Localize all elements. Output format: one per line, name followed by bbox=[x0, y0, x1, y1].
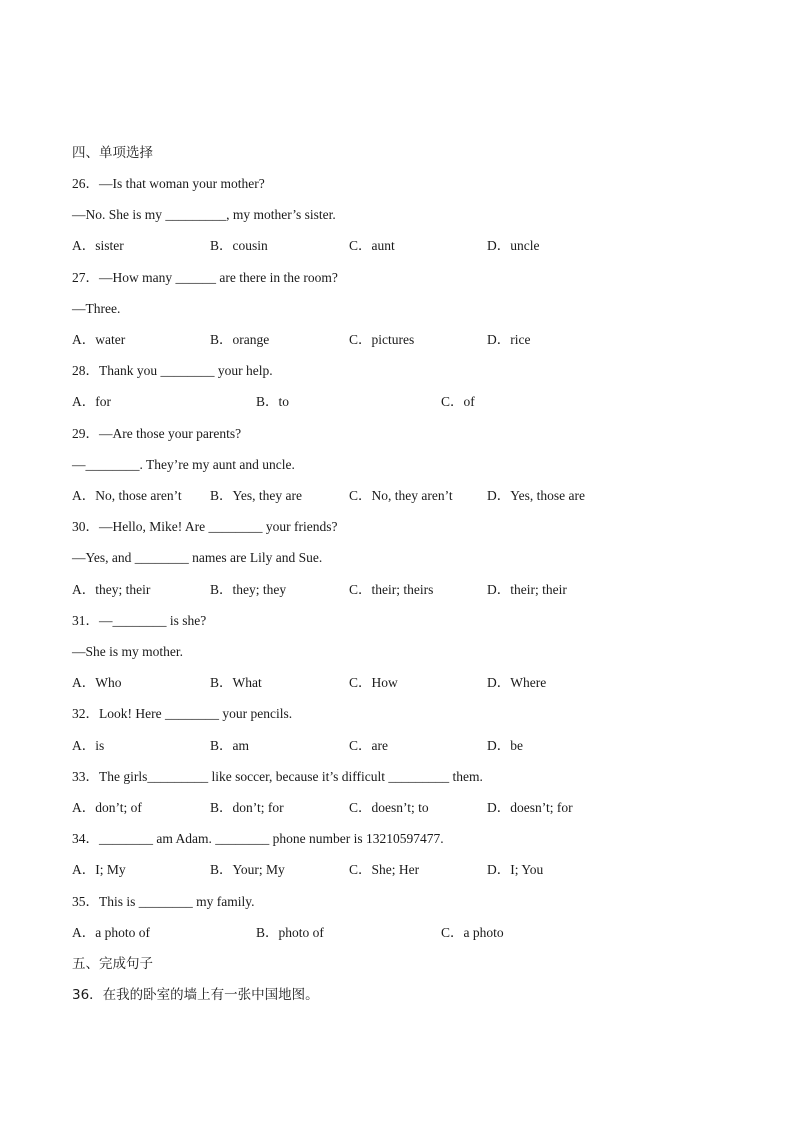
option-a[interactable]: A．is bbox=[72, 738, 105, 753]
question-30-stem: 30．—Hello, Mike! Are ________ your friends? bbox=[72, 519, 338, 534]
question-34-stem: 34．________ am Adam. ________ phone number is 13210597477. bbox=[72, 831, 444, 846]
question-29-options bbox=[72, 485, 734, 507]
option-b[interactable]: B．orange bbox=[210, 332, 270, 347]
option-a[interactable]: A．a photo of bbox=[72, 925, 150, 940]
option-b[interactable]: B．they; they bbox=[210, 582, 287, 597]
question-26-stem: 26．—Is that woman your mother? bbox=[72, 176, 265, 191]
option-b[interactable]: B．am bbox=[210, 738, 249, 753]
question-33-options bbox=[72, 797, 734, 819]
option-d[interactable]: D．their; their bbox=[487, 582, 567, 597]
question-31-stem: 31．—________ is she? bbox=[72, 613, 207, 628]
question-32-options bbox=[72, 735, 734, 757]
question-27-options bbox=[72, 329, 734, 351]
option-a[interactable]: A．they; their bbox=[72, 582, 151, 597]
question-26-dialogue: —No. She is my _________, my mother’s sister. bbox=[72, 207, 336, 222]
question-34-options bbox=[72, 859, 734, 881]
question-33-stem: 33．The girls_________ like soccer, because it’s difficult _________ them. bbox=[72, 769, 483, 784]
option-c[interactable]: C．aunt bbox=[349, 238, 395, 253]
option-a[interactable]: A．I; My bbox=[72, 862, 126, 877]
option-d[interactable]: D．Where bbox=[487, 675, 547, 690]
question-30-options bbox=[72, 579, 734, 601]
question-27-dialogue: —Three. bbox=[72, 301, 121, 316]
section-heading-single-choice: 四、单项选择 bbox=[72, 145, 153, 161]
option-a[interactable]: A．water bbox=[72, 332, 126, 347]
option-a[interactable]: A．No, those aren’t bbox=[72, 488, 182, 503]
option-a[interactable]: A．don’t; of bbox=[72, 800, 142, 815]
question-31-dialogue: —She is my mother. bbox=[72, 644, 183, 659]
question-26-options bbox=[72, 235, 734, 257]
question-32-stem: 32．Look! Here ________ your pencils. bbox=[72, 706, 293, 721]
question-29-stem: 29．—Are those your parents? bbox=[72, 426, 242, 441]
question-35-stem: 35．This is ________ my family. bbox=[72, 894, 255, 909]
option-c[interactable]: C．How bbox=[349, 675, 398, 690]
question-28-options bbox=[72, 391, 734, 413]
option-d[interactable]: D．doesn’t; for bbox=[487, 800, 573, 815]
option-c[interactable]: C．She; Her bbox=[349, 862, 420, 877]
option-b[interactable]: B．Yes, they are bbox=[210, 488, 302, 503]
section-heading-complete-sentences: 五、完成句子 bbox=[72, 956, 153, 972]
question-29-dialogue: —________. They’re my aunt and uncle. bbox=[72, 457, 295, 472]
question-28-stem: 28．Thank you ________ your help. bbox=[72, 363, 273, 378]
option-a[interactable]: A．sister bbox=[72, 238, 124, 253]
option-a[interactable]: A．for bbox=[72, 394, 111, 409]
option-d[interactable]: D．I; You bbox=[487, 862, 544, 877]
option-c[interactable]: C．are bbox=[349, 738, 388, 753]
question-35-options bbox=[72, 922, 734, 944]
option-b[interactable]: B．cousin bbox=[210, 238, 268, 253]
question-31-options bbox=[72, 672, 734, 694]
option-b[interactable]: B．What bbox=[210, 675, 262, 690]
option-c[interactable]: C．No, they aren’t bbox=[349, 488, 453, 503]
option-c[interactable]: C．their; theirs bbox=[349, 582, 434, 597]
option-c[interactable]: C．a photo bbox=[441, 925, 504, 940]
question-27-stem: 27．—How many ______ are there in the room? bbox=[72, 270, 338, 285]
option-a[interactable]: A．Who bbox=[72, 675, 122, 690]
option-b[interactable]: B．to bbox=[256, 394, 290, 409]
option-b[interactable]: B．don’t; for bbox=[210, 800, 284, 815]
option-b[interactable]: B．photo of bbox=[256, 925, 324, 940]
question-36-stem: 36．在我的卧室的墙上有一张中国地图。 bbox=[72, 987, 319, 1003]
option-b[interactable]: B．Your; My bbox=[210, 862, 285, 877]
option-c[interactable]: C．pictures bbox=[349, 332, 415, 347]
option-d[interactable]: D．be bbox=[487, 738, 523, 753]
option-c[interactable]: C．of bbox=[441, 394, 475, 409]
option-c[interactable]: C．doesn’t; to bbox=[349, 800, 429, 815]
option-d[interactable]: D．Yes, those are bbox=[487, 488, 585, 503]
question-30-dialogue: —Yes, and ________ names are Lily and Sue. bbox=[72, 550, 323, 565]
option-d[interactable]: D．rice bbox=[487, 332, 531, 347]
option-d[interactable]: D．uncle bbox=[487, 238, 540, 253]
